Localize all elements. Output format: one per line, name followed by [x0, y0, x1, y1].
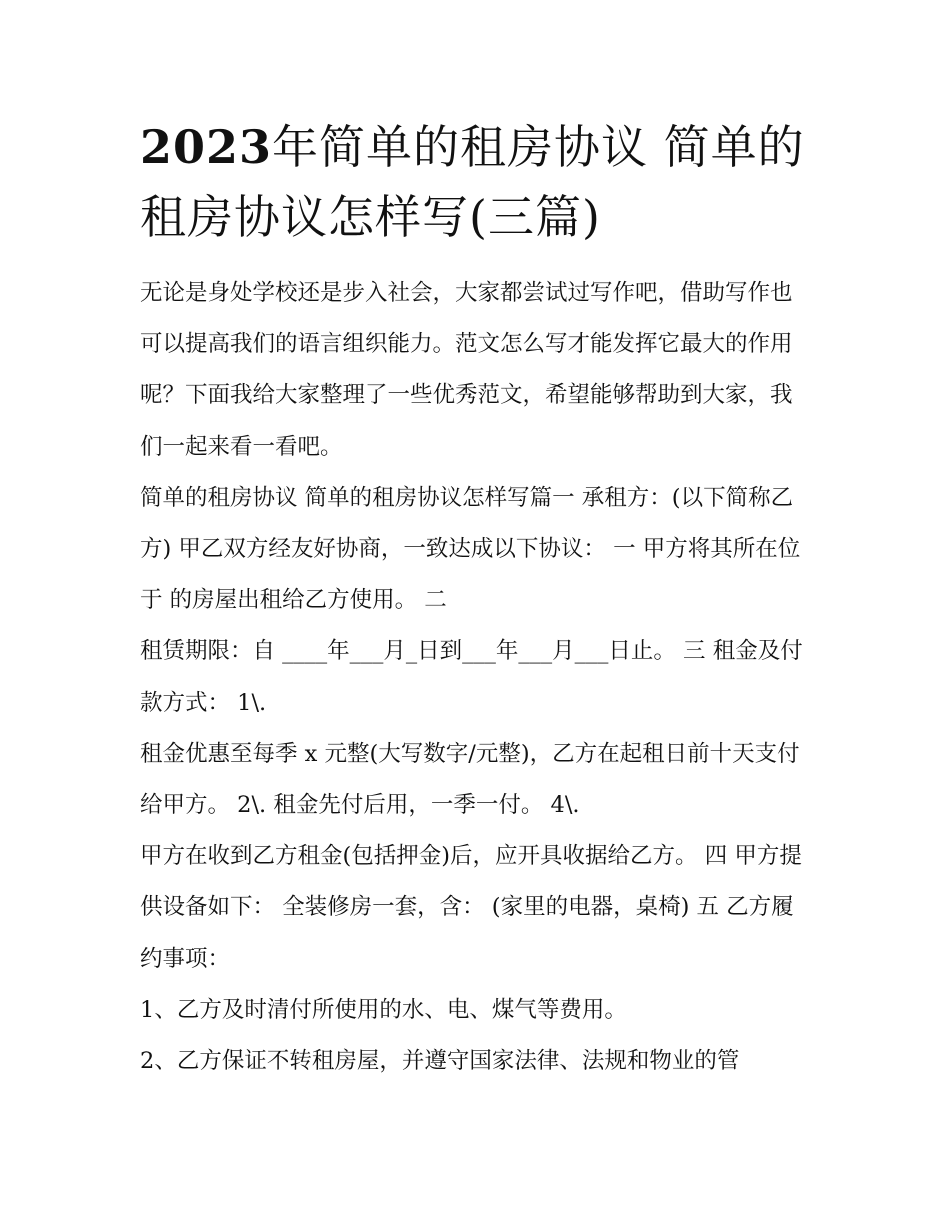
paragraph-rent-payment: 租金优惠至每季 x 元整(大写数字/元整)，乙方在起租日前十天支付给甲方。 2\. 租金先付后用，一季一付。 4\. [140, 740, 800, 819]
paragraph-clause-2: 2、乙方保证不转租房屋，并遵守国家法律、法规和物业的管 [140, 1048, 740, 1075]
paragraph-intro: 无论是身处学校还是步入社会，大家都尝试过写作吧，借助写作也可以提高我们的语言组织能力。范文怎么写才能发挥它最大的作用呢？下面我给大家整理了一些优秀范文，希望能够帮助到大家，我们一起来看一看吧。 [140, 280, 793, 460]
paragraph-agreement-opening: 简单的租房协议 简单的租房协议怎样写篇一 承租方：(以下简称乙方) 甲乙双方经友好协商，一致达成以下协议： 一 甲方将其所在位于 的房屋出租给乙方使用。 二 [140, 484, 801, 614]
paragraph-lease-term: 租赁期限：自 ____年___月_日到___年___月___日止。 三 租金及付款方式： 1\. [140, 638, 803, 716]
document-body [140, 268, 812, 1087]
paragraph-receipt-equipment: 甲方在收到乙方租金(包括押金)后，应开具收据给乙方。 四 甲方提供设备如下： 全装修房一套，含： (家里的电器，桌椅) 五 乙方履约事项： [140, 843, 802, 972]
document-page [140, 112, 812, 1087]
paragraph-clause-1: 1、乙方及时清付所使用的水、电、煤气等费用。 [140, 996, 627, 1023]
title-text: 年简单的租房协议 简单的租房协议怎样写(三篇) [140, 120, 805, 244]
document-title [140, 112, 812, 252]
title-year: 2023 [140, 120, 273, 174]
